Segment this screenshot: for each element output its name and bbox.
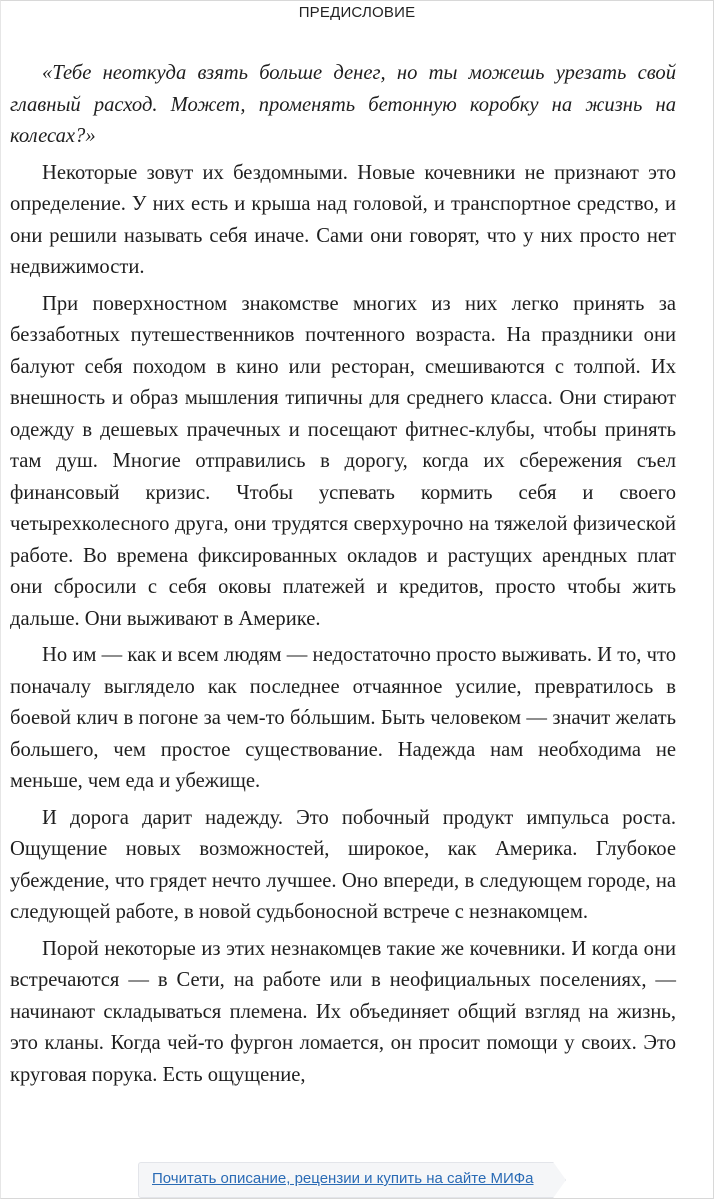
paragraph: Но им — как и всем людям — недостаточно просто выживать. И то, что поначалу выглядело как последнее отчаянное усилие, превратилось в боевой клич в погоне за чем-то бóльшим. Быть человеком — значит желать большего, чем простое существование. Надежда нам необходима не меньше, чем еда и убежище. bbox=[10, 644, 676, 792]
buy-on-mif-link[interactable]: Почитать описание, рецензии и купить на сайте МИФа bbox=[152, 1170, 534, 1187]
paragraph: Порой некоторые из этих незнакомцев такие же кочевники. И когда они встречаются — в Сети, на работе или в неофициальных поселениях, — начинают складываться племена. Их объединяет общий взгляд на жизнь, это кланы. Когда чей-то фургон ломается, он просит помощи у своих. Это круговая порука. Есть ощущение, bbox=[10, 937, 676, 1086]
paragraph: И дорога дарит надежду. Это побочный продукт импульса роста. Ощущение новых возможностей, широкое, как Америка. Глубокое убеждение, что грядет нечто лучшее. Оно впереди, в следующем городе, на следующей работе, в новой судьбоносной встрече с незнакомцем. bbox=[10, 806, 676, 923]
running-head: ПРЕДИСЛОВИЕ bbox=[298, 4, 416, 21]
body-text bbox=[10, 58, 676, 1096]
paragraph: Некоторые зовут их бездомными. Новые кочевники не признают это определение. У них есть и крыша над головой, и транспортное средство, и они решили называть себя иначе. Сами они говорят, что у них просто нет недвижимости. bbox=[10, 161, 676, 278]
epigraph-paragraph: «Тебе неоткуда взять больше денег, но ты можешь урезать свой главный расход. Может, променять бетонную коробку на жизнь на колесах?» bbox=[10, 62, 676, 147]
paragraph: При поверхностном знакомстве многих из них легко принять за беззаботных путешественников почтенного возраста. На праздники они балуют себя походом в кино или ресторан, смешиваются с толпой. Их внешность и образ мышления типичны для среднего класса. Они стирают одежду в дешевых прачечных и посещают фитнес-клубы, чтобы принять там душ. Многие отправились в дорогу, когда их сбережения съел финансовый кризис. Чтобы успевать кормить себя и своего четырехколесного друга, они трудятся сверхурочно на тяжелой физической работе. Во времена фиксированных окладов и растущих арендных плат они сбросили с себя оковы платежей и кредитов, просто чтобы жить дальше. Они выживают в Америке. bbox=[10, 292, 676, 630]
